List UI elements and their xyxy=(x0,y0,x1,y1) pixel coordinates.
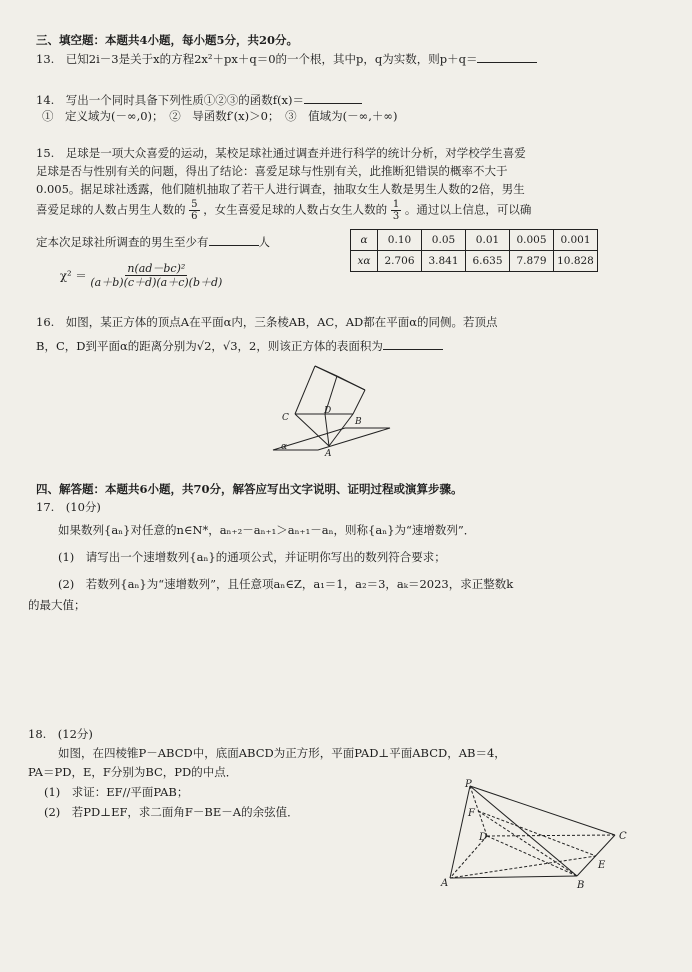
chi-square-formula xyxy=(60,262,222,289)
table-cell: 2.706 xyxy=(378,251,422,272)
table-cell: 0.01 xyxy=(466,230,510,251)
fraction-numerator: 5 xyxy=(191,199,198,210)
edge-ab xyxy=(450,876,577,878)
question-15-line-3: 0.005。据足球社透露，他们随机抽取了若干人进行调查，抽取女生人数是男生人数的2倍，男生 xyxy=(36,182,525,196)
label-e: E xyxy=(598,860,606,871)
table-cell: 0.001 xyxy=(554,230,598,251)
formula-denominator: (a＋b)(c＋d)(a＋c)(b＋d) xyxy=(90,276,223,289)
label-c: C xyxy=(282,413,289,423)
cube-edge xyxy=(353,390,365,414)
question-15-line-1: 15. 足球是一项大众喜爱的运动，某校足球社通过调查并进行科学的统计分析，对学校学生喜爱 xyxy=(36,146,526,160)
label-a: A xyxy=(325,449,332,458)
question-17-part-2-cont: 的最大值； xyxy=(28,598,86,612)
question-14-text: 14. 写出一个同时具备下列性质①②③的函数f(x)＝ xyxy=(36,93,305,107)
edge-dc xyxy=(487,835,615,836)
answer-blank-15 xyxy=(209,233,259,246)
question-17-definition: 如果数列{aₙ}对任意的n∈N*，aₙ₊₂－aₙ₊₁＞aₙ₊₁－aₙ，则称{aₙ}为“速增数列”． xyxy=(58,523,476,537)
question-16-line-2 xyxy=(36,337,443,353)
section3-header: 三、填空题：本题共4小题，每小题5分，共20分。 xyxy=(36,33,299,47)
critical-value-table xyxy=(350,229,598,272)
question-14-properties: ① 定义域为(－∞,0)； ② 导函数f′(x)＞0； ③ 值域为(－∞,＋∞) xyxy=(42,109,398,123)
pyramid-figure xyxy=(435,778,635,898)
question-15-line-5 xyxy=(36,233,270,249)
question-17-part-2: (2) 若数列{aₙ}为“速增数列”，且任意项aₙ∈Z，a₁＝1，a₂＝3，aₖ＝2023，求正整数k xyxy=(58,577,514,591)
edge-pc xyxy=(470,786,615,835)
question-18-line-2: PA＝PD，E，F分别为BC，PD的中点． xyxy=(28,765,238,779)
label-alpha: α xyxy=(281,442,288,452)
answer-blank-13 xyxy=(477,50,537,63)
question-13-text: 13. 已知2i－3是关于x的方程2x²＋px＋q＝0的一个根，其中p，q为实数，则p＋q＝ xyxy=(36,52,478,66)
section4-header: 四、解答题：本题共6小题，共70分，解答应写出文字说明、证明过程或演算步骤。 xyxy=(36,482,463,496)
question-15-line-2: 足球是否与性别有关的问题，得出了结论：喜爱足球与性别有关，此推断犯错误的概率不大于 xyxy=(36,164,508,178)
table-cell: xα xyxy=(351,251,378,272)
cube-edge xyxy=(337,376,365,390)
formula-lhs: χ² ＝ xyxy=(60,268,87,283)
cube-edge xyxy=(295,366,315,414)
table-cell: 7.879 xyxy=(510,251,554,272)
cube-edge xyxy=(325,414,329,446)
table-cell: 10.828 xyxy=(554,251,598,272)
label-c: C xyxy=(619,831,627,842)
question-18-part-1: (1) 求证：EF//平面PAB； xyxy=(44,785,189,799)
question-18-part-2: (2) 若PD⊥EF，求二面角F－BE－A的余弦值． xyxy=(44,805,299,819)
question-15-text-b: ，女生喜爱足球的人数占女生人数的 xyxy=(203,202,388,217)
label-d: D xyxy=(479,832,488,843)
question-18-line-1: 如图，在四棱锥P－ABCD中，底面ABCD为正方形，平面PAD⊥平面ABCD，AB＝4， xyxy=(58,746,506,760)
label-d: D xyxy=(324,406,332,416)
question-15-line-4 xyxy=(36,199,531,222)
fraction-denominator: 3 xyxy=(392,211,400,222)
edge-pb xyxy=(470,786,577,876)
label-p: P xyxy=(465,779,472,790)
question-17-part-1: (1) 请写出一个速增数列{aₙ}的通项公式，并证明你写出的数列符合要求； xyxy=(58,550,446,564)
table-cell: 6.635 xyxy=(466,251,510,272)
label-b: B xyxy=(577,880,585,891)
fraction-numerator: 1 xyxy=(392,199,400,210)
question-15-unit: 人 xyxy=(258,235,270,249)
cube-edge xyxy=(315,366,337,376)
answer-blank-16 xyxy=(383,337,443,350)
question-17-title: 17. (10分) xyxy=(36,500,101,514)
table-row xyxy=(351,230,598,251)
fraction-one-third xyxy=(391,199,401,222)
question-13 xyxy=(36,50,537,66)
question-14 xyxy=(36,91,362,107)
answer-blank-14 xyxy=(304,91,362,104)
cube-edge xyxy=(329,414,353,446)
fraction-denominator: 6 xyxy=(191,211,198,222)
table-cell: α xyxy=(351,230,378,251)
question-18-title: 18. (12分) xyxy=(28,727,93,741)
label-a: A xyxy=(441,878,449,889)
formula-fraction xyxy=(90,262,222,289)
question-16-text: B，C，D到平面α的距离分别为√2，√3，2，则该正方体的表面积为 xyxy=(36,339,383,353)
table-cell: 3.841 xyxy=(422,251,466,272)
question-15-text-e: 定本次足球社所调查的男生至少有 xyxy=(36,235,209,249)
table-cell: 0.10 xyxy=(378,230,422,251)
fraction-five-sixths xyxy=(189,199,199,222)
question-15-text-c: 。通过以上信息，可以确 xyxy=(404,202,532,217)
table-cell: 0.005 xyxy=(510,230,554,251)
cube-figure xyxy=(245,358,415,458)
table-row xyxy=(351,251,598,272)
label-b: B xyxy=(355,417,362,427)
plane-alpha xyxy=(273,428,390,450)
question-16-line-1: 16. 如图，某正方体的顶点A在平面α内，三条棱AB，AC，AD都在平面α的同侧。若顶点 xyxy=(36,315,498,329)
table-cell: 0.05 xyxy=(422,230,466,251)
label-f: F xyxy=(468,808,475,819)
question-15-text-a: 喜爱足球的人数占男生人数的 xyxy=(36,202,186,217)
formula-numerator: n(ad－bc)² xyxy=(127,262,186,275)
edge-pa xyxy=(450,786,470,878)
